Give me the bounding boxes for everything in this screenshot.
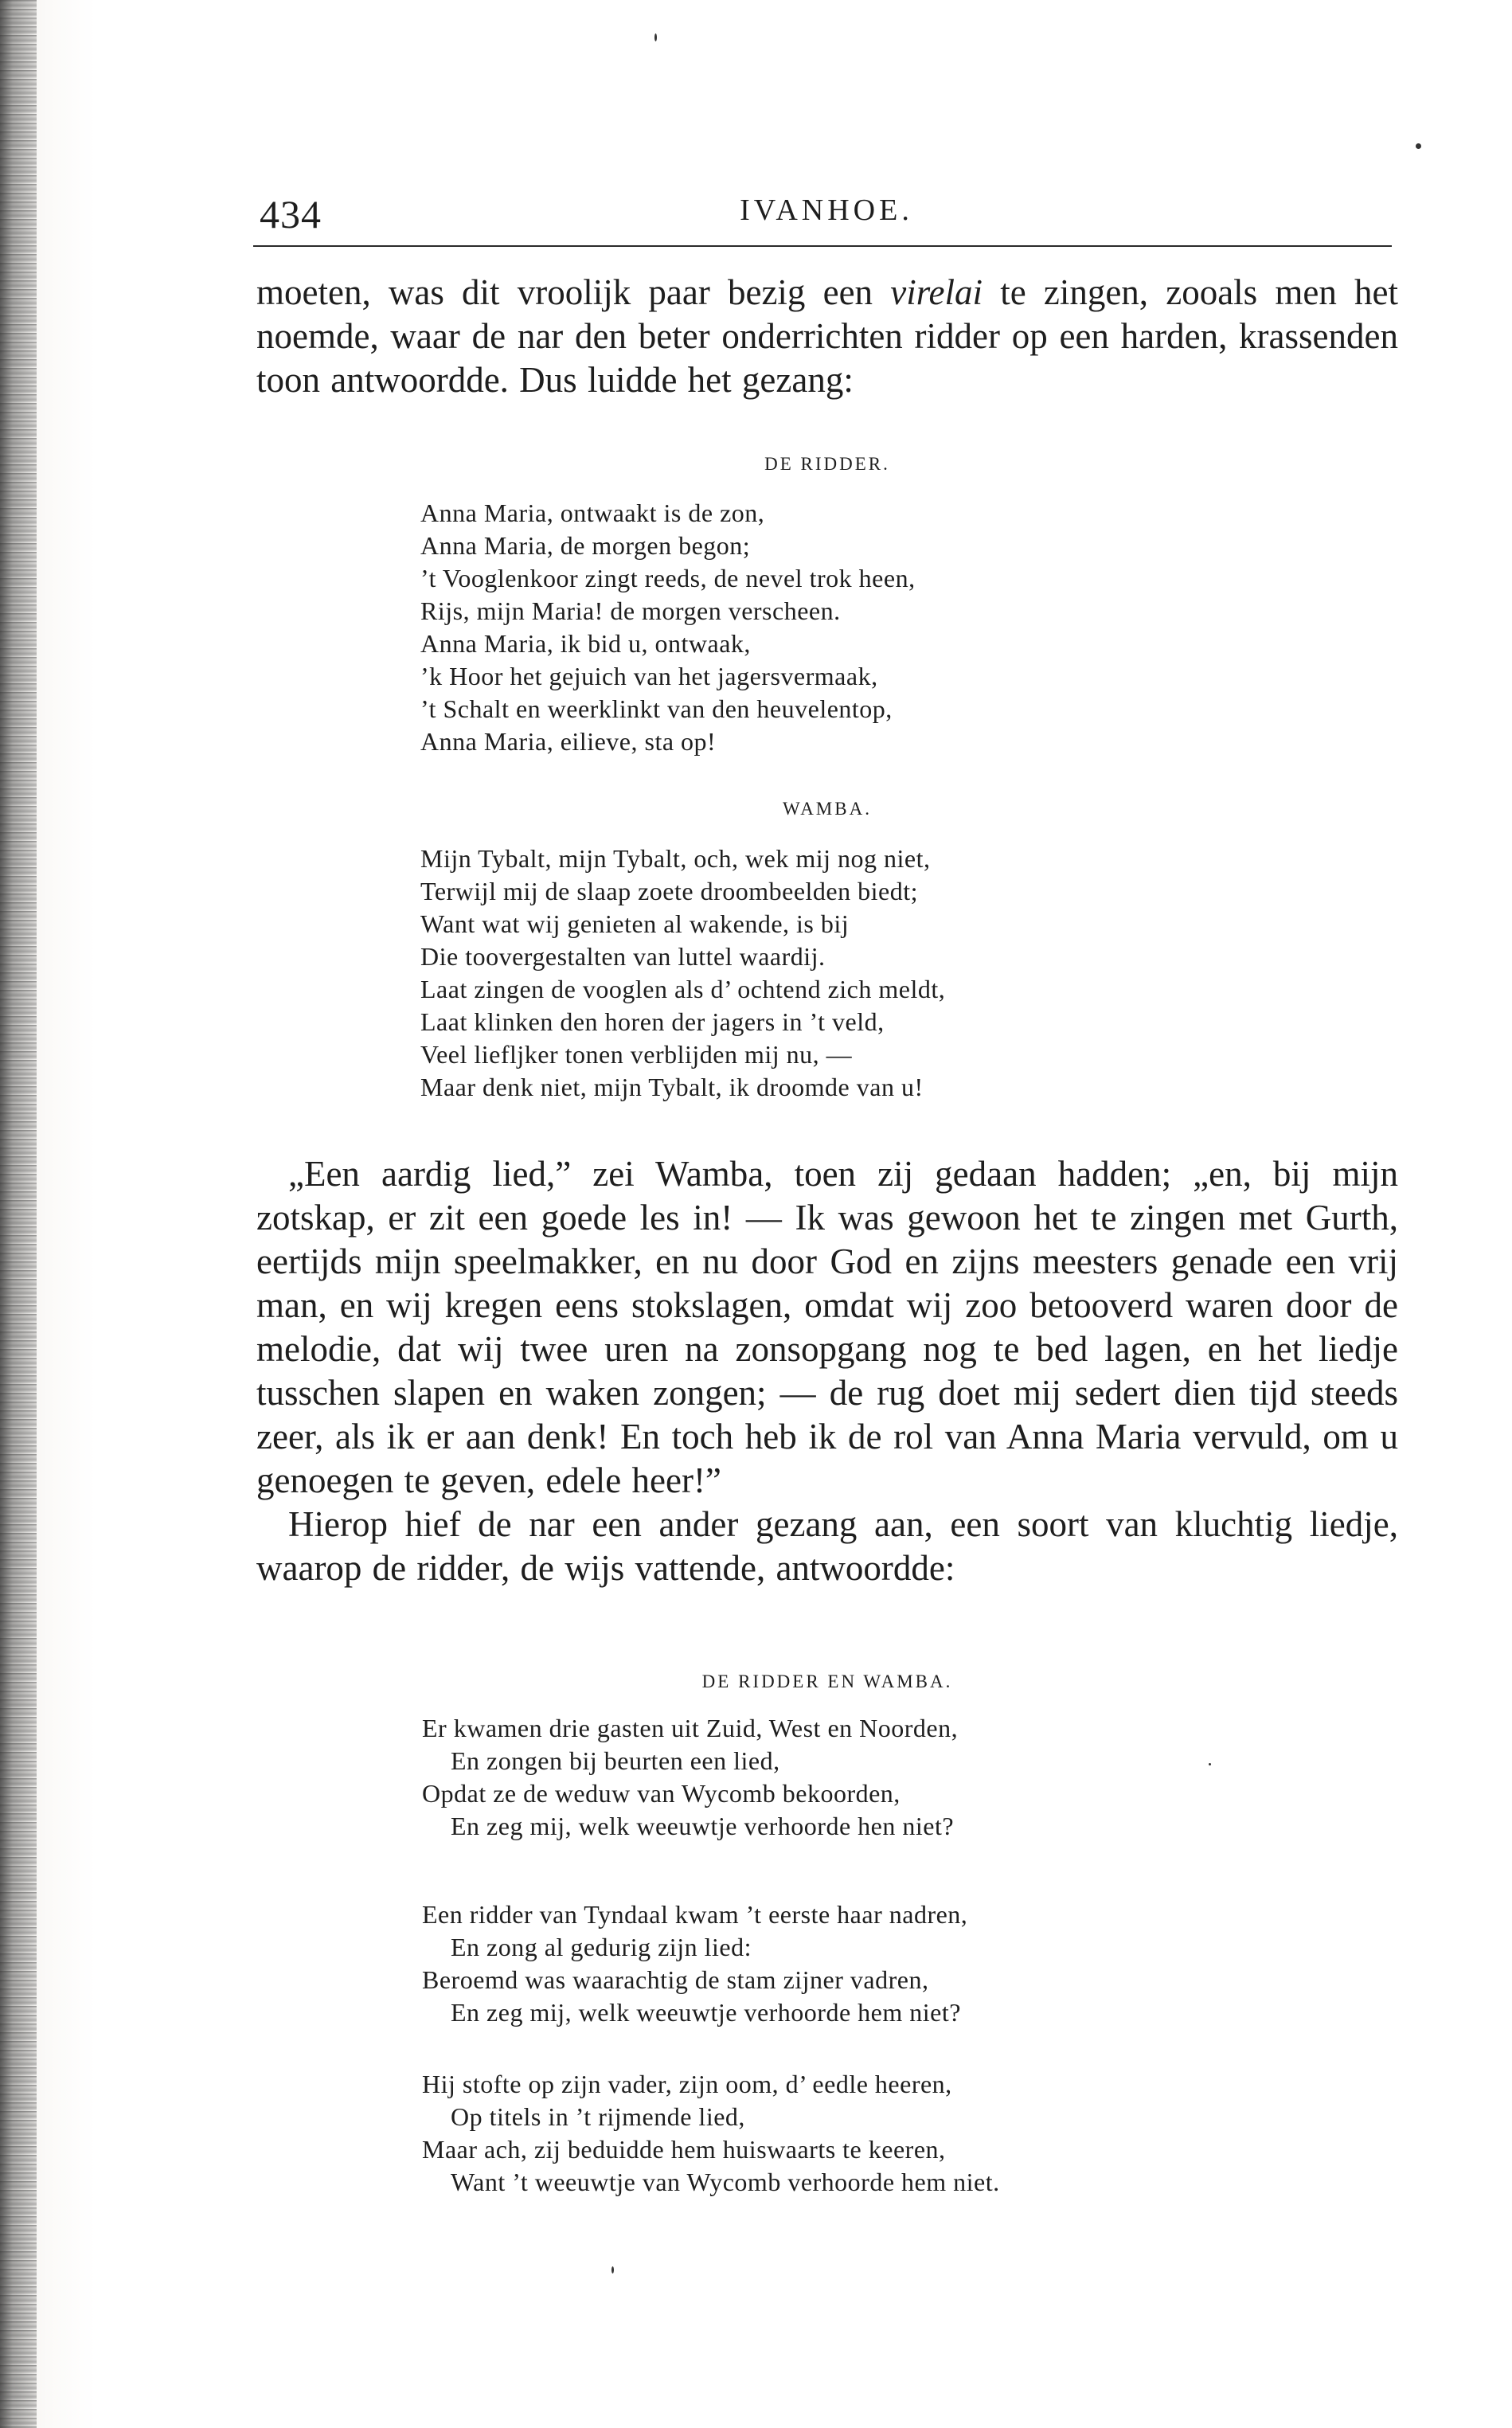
verse-line: Beroemd was waarachtig de stam zijner vadren, bbox=[422, 1965, 929, 1994]
header-rule bbox=[253, 245, 1392, 247]
paragraph-text bbox=[256, 271, 1398, 402]
text-run: te zingen, zooals men het noemde, waar de nar den beter onderrichten ridder op een harden, krassenden toon antwoordde. Dus luidde het gezang: bbox=[256, 272, 1398, 400]
scan-speck bbox=[611, 2266, 614, 2274]
verse-line: Een ridder van Tyndaal kwam ’t eerste haar nadren, bbox=[422, 1900, 968, 1929]
stanza-3 bbox=[422, 2068, 1000, 2199]
scan-speck bbox=[1209, 1763, 1211, 1765]
verse-line: Laat klinken den horen der jagers in ’t veld, bbox=[420, 1007, 885, 1036]
song-heading-wamba: WAMBA. bbox=[783, 799, 872, 819]
verse-line: Mijn Tybalt, mijn Tybalt, och, wek mij nog niet, bbox=[420, 844, 931, 873]
stanza-1 bbox=[422, 1712, 958, 1843]
verse-line: Op titels in ’t rijmende lied, bbox=[451, 2102, 745, 2131]
song-heading-ridder: DE RIDDER. bbox=[764, 454, 890, 474]
verse-line: Anna Maria, ik bid u, ontwaak, bbox=[420, 629, 751, 658]
verse-line: Maar denk niet, mijn Tybalt, ik droomde van u! bbox=[420, 1073, 924, 1101]
verse-ridder bbox=[420, 497, 916, 758]
verse-line: ’t Schalt en weerklinkt van den heuvelentop, bbox=[420, 694, 893, 723]
italic-term: virelai bbox=[890, 272, 983, 312]
text-run: moeten, was dit vroolijk paar bezig een bbox=[256, 272, 891, 312]
verse-line: Want ’t weeuwtje van Wycomb verhoorde hem niet. bbox=[451, 2168, 1000, 2196]
verse-line: Maar ach, zij beduidde hem huiswaarts te keeren, bbox=[422, 2135, 946, 2164]
running-title: IVANHOE. bbox=[740, 194, 913, 227]
opening-paragraph bbox=[256, 271, 1398, 402]
page-number: 434 bbox=[260, 192, 322, 237]
running-head bbox=[260, 185, 1393, 240]
verse-line: ’k Hoor het gejuich van het jagersvermaak, bbox=[420, 662, 878, 690]
verse-line: En zong al gedurig zijn lied: bbox=[451, 1933, 752, 1961]
verse-line: Hij stofte op zijn vader, zijn oom, d’ eedle heeren, bbox=[422, 2070, 952, 2098]
verse-wamba bbox=[420, 843, 945, 1104]
paragraph-transition: Hierop hief de nar een ander gezang aan, een soort van kluchtig liedje, waarop de ridder, de wijs vattende, antwoordde: bbox=[256, 1504, 1398, 1588]
verse-line: Er kwamen drie gasten uit Zuid, West en Noorden, bbox=[422, 1714, 959, 1742]
verse-line: Opdat ze de weduw van Wycomb bekoorden, bbox=[422, 1779, 901, 1808]
scan-speck bbox=[654, 33, 657, 41]
verse-line: En zongen bij beurten een lied, bbox=[451, 1746, 780, 1775]
verse-line: ’t Vooglenkoor zingt reeds, de nevel trok heen, bbox=[420, 564, 916, 592]
verse-line: Veel liefljker tonen verblijden mij nu, — bbox=[420, 1040, 853, 1069]
verse-line: Terwijl mij de slaap zoete droombeelden biedt; bbox=[420, 877, 918, 905]
song-heading-ridder-en-wamba: DE RIDDER EN WAMBA. bbox=[701, 1671, 953, 1691]
verse-line: Die toovergestalten van luttel waardij. bbox=[420, 942, 826, 971]
paragraph-wamba-speech: „Een aardig lied,” zei Wamba, toen zij gedaan hadden; „en, bij mijn zotskap, er zit een goede les in! — Ik was gewoon het te zingen met Gurth, eertijds mijn speelmakker, en nu door God en zijns meesters genade een vrij man, en wij kregen eens stokslagen, omdat wij zoo betooverd waren door de melodie, dat wij twee uren na zonsopgang nog te bed lagen, en het liedje tusschen slapen en waken zongen; — de rug doet mij sedert dien tijd steeds zeer, als ik er aan denk! En toch heb ik de rol van Anna Maria vervuld, om u genoegen te geven, edele heer!” bbox=[256, 1154, 1398, 1500]
verse-line: Want wat wij genieten al wakende, is bij bbox=[420, 909, 850, 938]
stanza-2 bbox=[422, 1898, 967, 2029]
scan-speck bbox=[1416, 143, 1421, 149]
verse-line: En zeg mij, welk weeuwtje verhoorde hem niet? bbox=[451, 1998, 961, 2027]
dialogue-paragraphs bbox=[256, 1152, 1398, 1590]
verse-line: Anna Maria, de morgen begon; bbox=[420, 531, 751, 560]
verse-line: En zeg mij, welk weeuwtje verhoorde hen niet? bbox=[451, 1812, 955, 1840]
verse-line: Anna Maria, ontwaakt is de zon, bbox=[420, 499, 765, 527]
verse-line: Laat zingen de vooglen als d’ ochtend zich meldt, bbox=[420, 975, 946, 1003]
verse-line: Rijs, mijn Maria! de morgen verscheen. bbox=[420, 596, 841, 625]
scan-edge bbox=[0, 0, 37, 2428]
verse-line: Anna Maria, eilieve, sta op! bbox=[420, 727, 717, 756]
